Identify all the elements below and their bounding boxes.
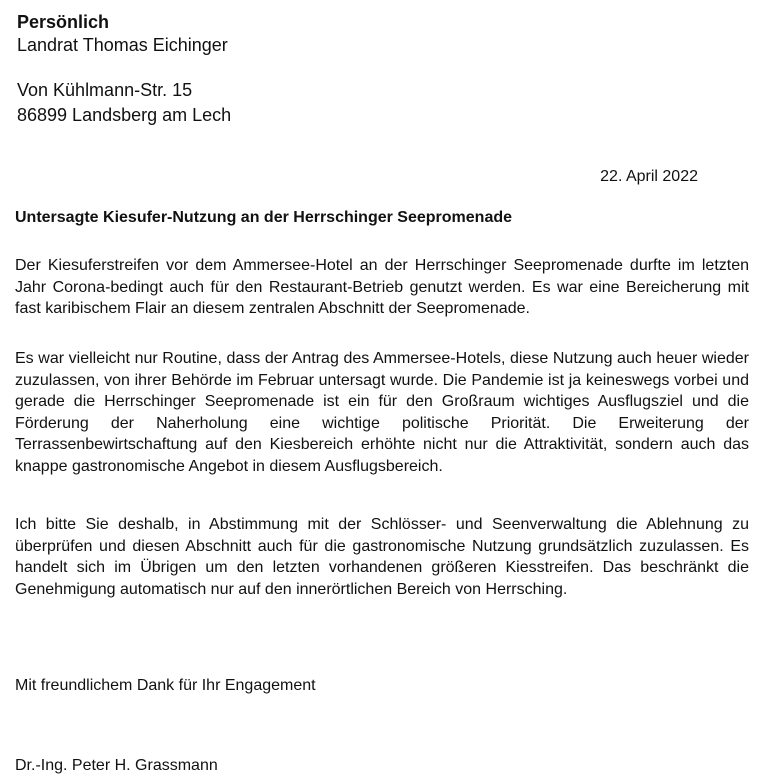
letter-date: 22. April 2022 [600, 168, 698, 185]
recipient-city: 86899 Landsberg am Lech [17, 105, 232, 125]
body-paragraph-3: Ich bitte Sie deshalb, in Abstimmung mit der Schlösser- und Seenverwaltung die Ablehnung zu überprüfen und diesen Abschnitt auch für die gastronomische Nutzung grundsätzlich zuzulassen. Es handelt sich im Übrigen um den letzten vorhandenen größeren Kiesstreifen. Das beschränkt die Genehmigung automatisch nur auf den innerörtlichen Bereich von Herrsching. [15, 516, 749, 598]
recipient-salutation: Persönlich [17, 12, 110, 32]
signature-name: Dr.-Ing. Peter H. Grassmann [15, 757, 218, 774]
letter-closing: Mit freundlichem Dank für Ihr Engagement [15, 677, 316, 694]
letter-subject: Untersagte Kiesufer-Nutzung an der Herrschinger Seepromenade [15, 209, 513, 226]
recipient-name: Landrat Thomas Eichinger [17, 35, 228, 55]
body-paragraph-2: Es war vielleicht nur Routine, dass der Antrag des Ammersee-Hotels, diese Nutzung auch heuer wieder zuzulassen, von ihrer Behörde im Februar untersagt wurde. Die Pandemie ist ja keineswegs vorbei und gerade die Herrschinger Seepromenade ist ein für den Großraum wichtiges Ausflugsziel und die Förderung der Naherholung eine wichtige politische Priorität. Die Erweiterung der Terrassenbewirtschaftung auf den Kiesbereich erhöhte nicht nur die Attraktivität, sondern auch das knappe gastronomische Angebot in diesem Ausflugsbereich. [15, 350, 749, 475]
recipient-street: Von Kühlmann-Str. 15 [17, 80, 193, 100]
body-paragraph-1: Der Kiesuferstreifen vor dem Ammersee-Hotel an der Herrschinger Seepromenade durfte im letzten Jahr Corona-bedingt auch für den Restaurant-Betrieb genutzt werden. Es war eine Bereicherung mit fast karibischem Flair an diesem zentralen Abschnitt der Seepromenade. [15, 257, 749, 317]
